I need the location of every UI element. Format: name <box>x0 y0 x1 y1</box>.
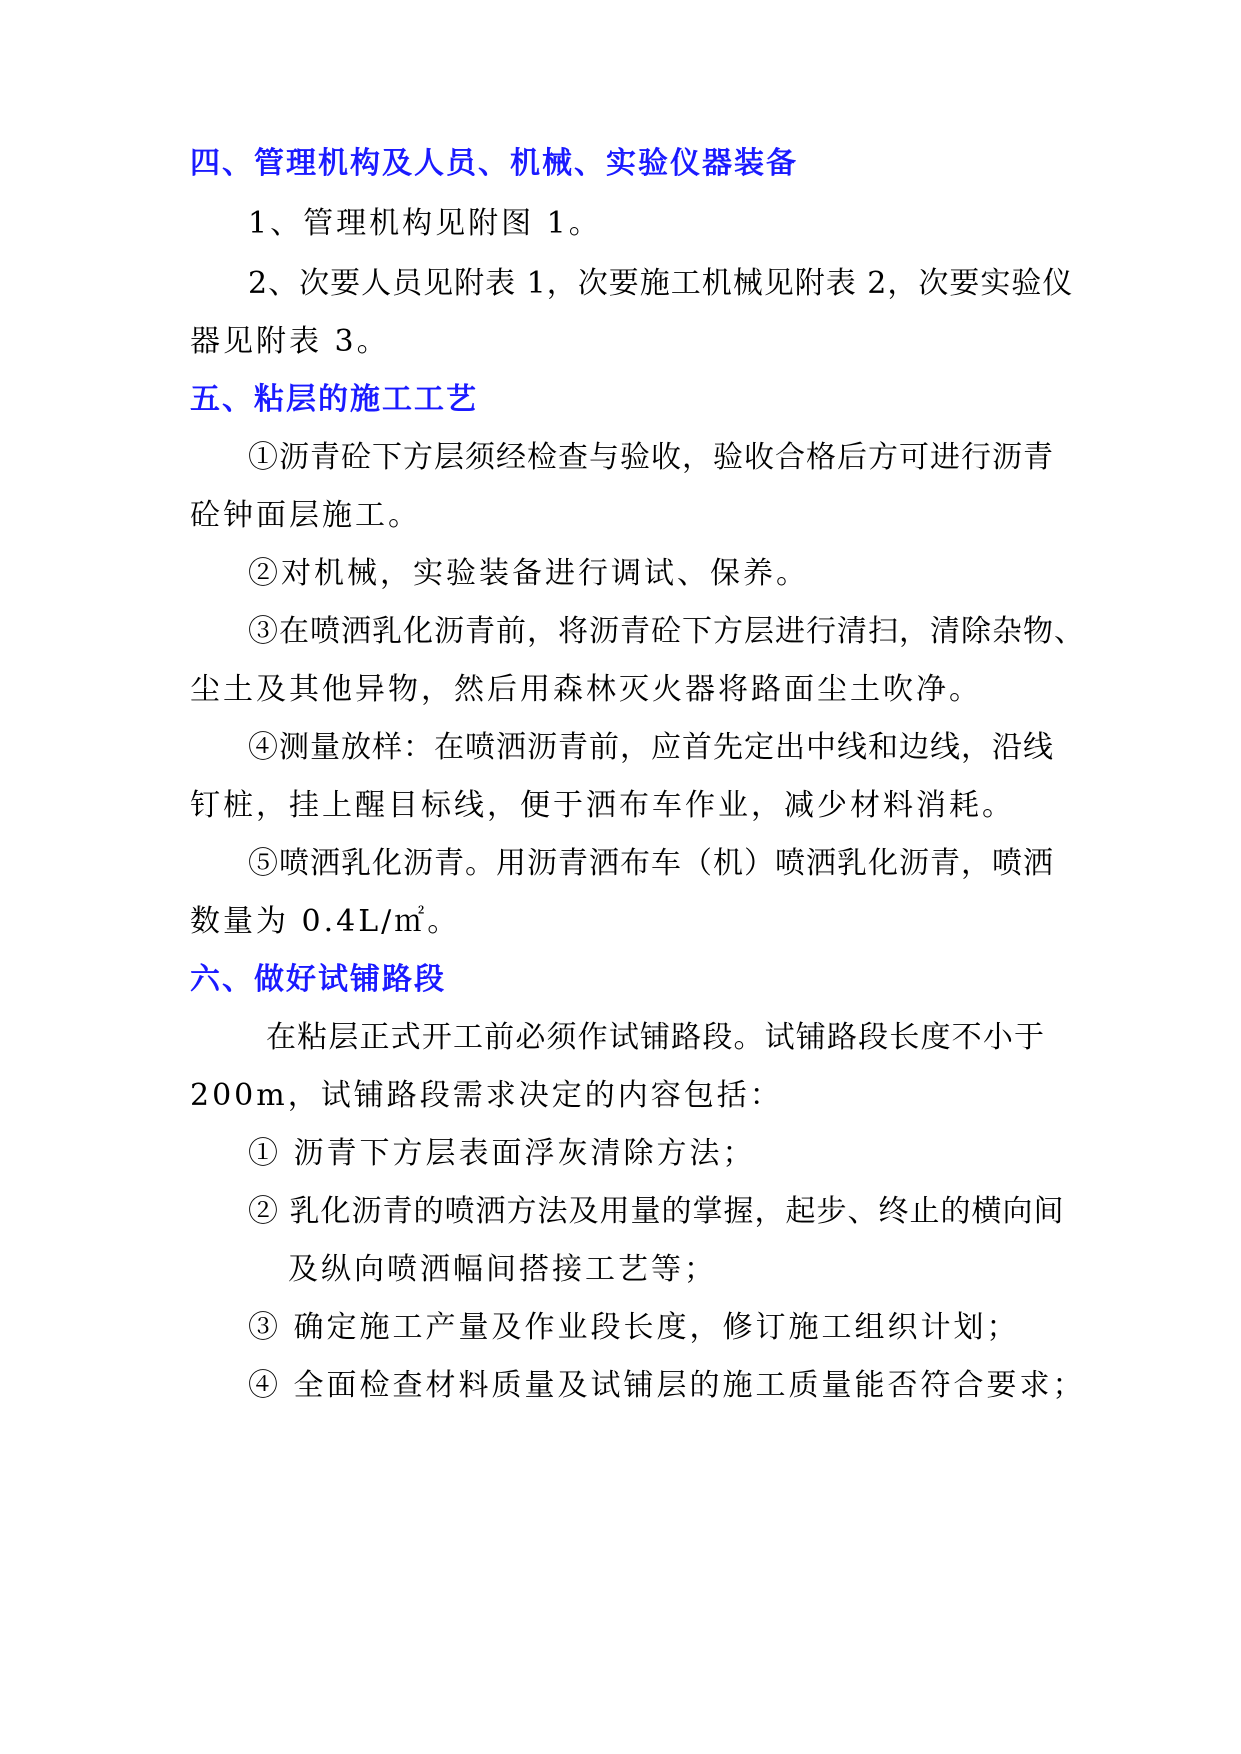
list-item: ③ 确定施工产量及作业段长度，修订施工组织计划； <box>248 1310 1020 1345</box>
paragraph-line: 钉桩，挂上醒目标线，便于洒布车作业，减少材料消耗。 <box>190 788 1015 823</box>
paragraph-line: 器见附表 3。 <box>190 324 390 359</box>
paragraph-line: 砼钟面层施工。 <box>190 498 421 533</box>
paragraph-line: 在粘层正式开工前必须作试铺路段。试铺路段长度不小于 <box>266 1020 1045 1055</box>
section-heading-6: 六、做好试铺路段 <box>190 962 446 997</box>
paragraph-line: 数量为 0.4L/㎡。 <box>190 904 461 939</box>
paragraph-line: 尘土及其他异物，然后用森林灭火器将路面尘土吹净。 <box>190 672 982 707</box>
section-heading-5: 五、粘层的施工工艺 <box>190 382 478 417</box>
paragraph-line: ⑤喷洒乳化沥青。用沥青洒布车（机）喷洒乳化沥青，喷洒 <box>248 846 1054 881</box>
list-item: ④ 全面检查材料质量及试铺层的施工质量能否符合要求； <box>248 1368 1086 1403</box>
list-item: ① 沥青下方层表面浮灰清除方法； <box>248 1136 756 1171</box>
list-item: ② 乳化沥青的喷洒方法及用量的掌握，起步、终止的横向间 <box>248 1194 1065 1229</box>
paragraph-line: 1、管理机构见附图 1。 <box>248 206 602 241</box>
section-heading-4: 四、管理机构及人员、机械、实验仪器装备 <box>190 146 798 181</box>
paragraph-line: ②对机械，实验装备进行调试、保养。 <box>248 556 809 591</box>
paragraph-line: ①沥青砼下方层须经检查与验收，验收合格后方可进行沥青 <box>248 440 1054 475</box>
paragraph-line: ④测量放样：在喷洒沥青前，应首先定出中线和边线，沿线 <box>248 730 1054 765</box>
paragraph-line: ③在喷洒乳化沥青前，将沥青砼下方层进行清扫，清除杂物、 <box>248 614 1085 649</box>
paragraph-line: 2、次要人员见附表 1，次要施工机械见附表 2，次要实验仪 <box>248 266 1074 301</box>
paragraph-line: 200m，试铺路段需求决定的内容包括： <box>190 1078 783 1113</box>
list-item-continuation: 及纵向喷洒幅间搭接工艺等； <box>288 1252 717 1287</box>
